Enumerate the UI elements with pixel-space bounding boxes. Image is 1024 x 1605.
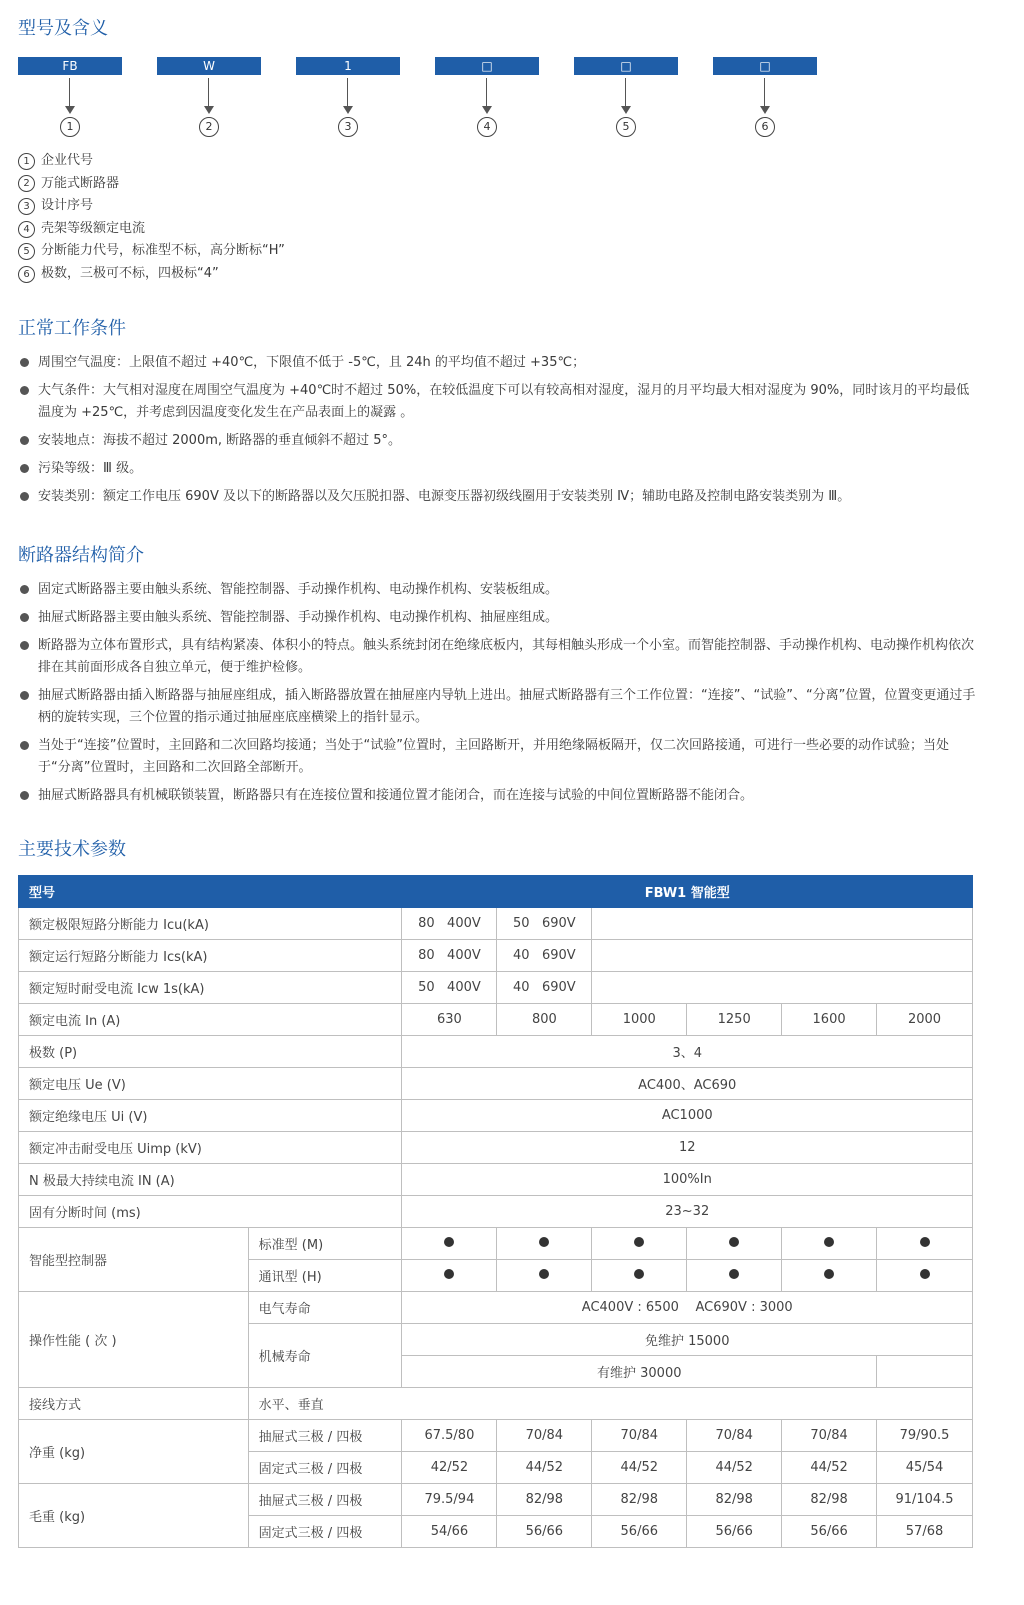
table-cell: AC400、AC690: [402, 1068, 973, 1100]
legend-text: 企业代号: [41, 153, 94, 168]
table-cell: 有维护 30000: [402, 1356, 877, 1388]
table-cell: 3、4: [402, 1036, 973, 1068]
legend-item: [18, 240, 285, 263]
table-cell: 12: [402, 1132, 973, 1164]
model-code-box: W: [157, 57, 261, 75]
table-row: [19, 1164, 973, 1196]
table-cell: 79.5/94: [402, 1484, 497, 1516]
filled-dot-icon: [824, 1269, 834, 1279]
table-cell: 44/52: [782, 1452, 877, 1484]
list-item: 固定式断路器主要由触头系统、智能控制器、手动操作机构、电动操作机构、安装板组成。: [18, 579, 978, 601]
table-cell: 42/52: [402, 1452, 497, 1484]
table-cell: [592, 1260, 687, 1292]
filled-dot-icon: [729, 1237, 739, 1247]
table-cell: 91/104.5: [877, 1484, 973, 1516]
table-cell: 82/98: [497, 1484, 592, 1516]
legend-text: 万能式断路器: [41, 175, 120, 191]
circled-number: 4: [18, 221, 35, 238]
down-arrow-icon: [621, 78, 631, 116]
row-sublabel: 抽屉式三极 / 四极: [248, 1484, 402, 1516]
table-row: [19, 1132, 973, 1164]
table-cell: 80 400V: [402, 908, 497, 940]
legend-text: 分断能力代号，标准型不标，高分断标“H”: [41, 243, 285, 259]
table-cell: 1250: [687, 1004, 782, 1036]
table-cell: 水平、垂直: [248, 1388, 972, 1420]
row-sublabel: 机械寿命: [248, 1324, 402, 1388]
table-cell: 630: [402, 1004, 497, 1036]
table-cell: 79/90.5: [877, 1420, 973, 1452]
table-header-cell: 型号: [19, 876, 402, 908]
filled-dot-icon: [634, 1237, 644, 1247]
section-title-structure: 断路器结构简介: [18, 545, 144, 566]
circled-number: 4: [477, 117, 497, 137]
table-header-cell: FBW1 智能型: [402, 876, 973, 908]
list-item: 安装类别：额定工作电压 690V 及以下的断路器以及欠压脱扣器、电源变压器初级线圈用于安装类别 Ⅳ；辅助电路及控制电路安装类别为 Ⅲ。: [18, 486, 978, 508]
table-row: [19, 972, 973, 1004]
row-sublabel: 标准型 (M): [248, 1228, 402, 1260]
table-cell: 56/66: [687, 1516, 782, 1548]
filled-dot-icon: [634, 1269, 644, 1279]
row-label: 额定极限短路分断能力 Icu(kA): [19, 908, 402, 940]
row-label: 接线方式: [19, 1388, 249, 1420]
filled-dot-icon: [920, 1269, 930, 1279]
table-row: [19, 1100, 973, 1132]
table-cell: 44/52: [497, 1452, 592, 1484]
table-cell: [497, 1228, 592, 1260]
table-cell: 56/66: [782, 1516, 877, 1548]
model-code-box: 1: [296, 57, 400, 75]
row-label: 额定电压 Ue (V): [19, 1068, 402, 1100]
model-code-box: □: [435, 57, 539, 75]
list-item: 抽屉式断路器主要由触头系统、智能控制器、手动操作机构、电动操作机构、抽屉座组成。: [18, 607, 978, 629]
model-code-box: □: [713, 57, 817, 75]
row-label: 毛重 (kg): [19, 1484, 249, 1548]
circled-number: 6: [18, 266, 35, 283]
table-cell: 44/52: [687, 1452, 782, 1484]
down-arrow-icon: [65, 78, 75, 116]
table-cell: 70/84: [497, 1420, 592, 1452]
table-cell: [592, 972, 973, 1004]
table-cell: [497, 1260, 592, 1292]
model-code-box: FB: [18, 57, 122, 75]
table-row: [19, 1420, 973, 1452]
table-row: [19, 1484, 973, 1516]
row-sublabel: 电气寿命: [248, 1292, 402, 1324]
table-cell: [402, 1228, 497, 1260]
down-arrow-icon: [343, 78, 353, 116]
circled-number: 6: [755, 117, 775, 137]
legend-text: 设计序号: [41, 198, 94, 214]
list-item: 抽屉式断路器由插入断路器与抽屉座组成，插入断路器放置在抽屉座内导轨上进出。抽屉式断路器有三个工作位置：“连接”、“试验”、“分离”位置，位置变更通过手柄的旋转实现，三个位置的指示通过抽屉座底座横梁上的指针显示。: [18, 685, 978, 729]
table-row: [19, 1292, 973, 1324]
table-row: [19, 940, 973, 972]
filled-dot-icon: [920, 1237, 930, 1247]
table-cell: 50 690V: [497, 908, 592, 940]
row-sublabel: 抽屉式三极 / 四极: [248, 1420, 402, 1452]
legend-item: [18, 263, 285, 286]
table-cell: 70/84: [687, 1420, 782, 1452]
table-cell: 57/68: [877, 1516, 973, 1548]
table-cell: 80 400V: [402, 940, 497, 972]
list-item: 安装地点：海拔不超过 2000m, 断路器的垂直倾斜不超过 5°。: [18, 430, 978, 452]
table-cell: 54/66: [402, 1516, 497, 1548]
table-cell: [782, 1228, 877, 1260]
table-cell: 1600: [782, 1004, 877, 1036]
circled-number: 1: [18, 153, 35, 170]
row-sublabel: 固定式三极 / 四极: [248, 1516, 402, 1548]
model-legend: [18, 150, 285, 286]
circled-number: 1: [60, 117, 80, 137]
tech-params-table: [18, 875, 973, 1548]
table-row: [19, 1004, 973, 1036]
table-cell: [877, 1260, 973, 1292]
down-arrow-icon: [760, 78, 770, 116]
circled-number: 5: [616, 117, 636, 137]
table-cell: 800: [497, 1004, 592, 1036]
row-label: 净重 (kg): [19, 1420, 249, 1484]
table-cell: 40 690V: [497, 940, 592, 972]
row-label: 智能型控制器: [19, 1228, 249, 1292]
legend-item: [18, 195, 285, 218]
structure-list: [18, 579, 978, 813]
filled-dot-icon: [729, 1269, 739, 1279]
table-cell: 70/84: [592, 1420, 687, 1452]
circled-number: 2: [18, 175, 35, 192]
table-row: [19, 1036, 973, 1068]
table-cell: [877, 1228, 973, 1260]
table-cell: 23~32: [402, 1196, 973, 1228]
table-cell: 67.5/80: [402, 1420, 497, 1452]
section-title-params: 主要技术参数: [18, 839, 126, 860]
list-item: 断路器为立体布置形式，具有结构紧凑、体积小的特点。触头系统封闭在绝缘底板内，其每相触头形成一个小室。而智能控制器、手动操作机构、电动操作机构依次排在其前面形成各自独立单元，便于维护检修。: [18, 635, 978, 679]
table-row: [19, 1388, 973, 1420]
table-cell: 82/98: [592, 1484, 687, 1516]
table-cell: 70/84: [782, 1420, 877, 1452]
table-row: [19, 908, 973, 940]
legend-text: 极数，三极可不标，四极标“4”: [41, 265, 219, 281]
row-label: N 极最大持续电流 IN (A): [19, 1164, 402, 1196]
model-code-box: □: [574, 57, 678, 75]
section-title-conditions: 正常工作条件: [18, 318, 126, 339]
table-cell: 50 400V: [402, 972, 497, 1004]
circled-number: 3: [18, 198, 35, 215]
table-cell: [687, 1228, 782, 1260]
down-arrow-icon: [204, 78, 214, 116]
legend-text: 壳架等级额定电流: [41, 220, 146, 236]
filled-dot-icon: [539, 1237, 549, 1247]
table-cell: 45/54: [877, 1452, 973, 1484]
table-cell: 82/98: [782, 1484, 877, 1516]
table-cell: 免维护 15000: [402, 1324, 973, 1356]
down-arrow-icon: [482, 78, 492, 116]
table-row: [19, 1196, 973, 1228]
table-cell: 56/66: [497, 1516, 592, 1548]
table-cell: 100%In: [402, 1164, 973, 1196]
filled-dot-icon: [444, 1269, 454, 1279]
legend-item: [18, 173, 285, 196]
table-cell: 44/52: [592, 1452, 687, 1484]
table-cell: [877, 1356, 973, 1388]
table-cell: [782, 1260, 877, 1292]
table-row: [19, 1068, 973, 1100]
table-cell: 82/98: [687, 1484, 782, 1516]
table-row: [19, 1228, 973, 1260]
circled-number: 5: [18, 243, 35, 260]
table-cell: [402, 1260, 497, 1292]
table-cell: 40 690V: [497, 972, 592, 1004]
row-label: 额定运行短路分断能力 Ics(kA): [19, 940, 402, 972]
list-item: 大气条件：大气相对湿度在周围空气温度为 +40℃时不超过 50%，在较低温度下可以有较高相对湿度，湿月的月平均最大相对湿度为 90%，同时该月的平均最低温度为 +25℃，并考虑到因温度变化发生在产品表面上的凝露 。: [18, 380, 978, 424]
row-label: 额定冲击耐受电压 Uimp (kV): [19, 1132, 402, 1164]
row-label: 固有分断时间 (ms): [19, 1196, 402, 1228]
filled-dot-icon: [824, 1237, 834, 1247]
filled-dot-icon: [539, 1269, 549, 1279]
table-cell: [687, 1260, 782, 1292]
row-label: 额定绝缘电压 Ui (V): [19, 1100, 402, 1132]
table-cell: AC400V : 6500 AC690V : 3000: [402, 1292, 973, 1324]
table-cell: [592, 908, 973, 940]
table-cell: [592, 940, 973, 972]
legend-item: [18, 150, 285, 173]
table-cell: 1000: [592, 1004, 687, 1036]
table-cell: [592, 1228, 687, 1260]
list-item: 周围空气温度：上限值不超过 +40℃，下限值不低于 -5℃，且 24h 的平均值不超过 +35℃；: [18, 352, 978, 374]
conditions-list: [18, 352, 978, 514]
section-title-model: 型号及含义: [18, 18, 108, 39]
row-label: 额定短时耐受电流 Icw 1s(kA): [19, 972, 402, 1004]
row-label: 操作性能 ( 次 ): [19, 1292, 249, 1388]
circled-number: 3: [338, 117, 358, 137]
row-label: 额定电流 In (A): [19, 1004, 402, 1036]
list-item: 当处于“连接”位置时，主回路和二次回路均接通；当处于“试验”位置时，主回路断开，并用绝缘隔板隔开，仅二次回路接通，可进行一些必要的动作试验；当处于“分离”位置时，主回路和二次回路全部断开。: [18, 735, 978, 779]
table-cell: 2000: [877, 1004, 973, 1036]
table-header-row: [19, 876, 973, 908]
row-sublabel: 通讯型 (H): [248, 1260, 402, 1292]
list-item: 污染等级：Ⅲ 级。: [18, 458, 978, 480]
row-sublabel: 固定式三极 / 四极: [248, 1452, 402, 1484]
table-cell: 56/66: [592, 1516, 687, 1548]
row-label: 极数 (P): [19, 1036, 402, 1068]
legend-item: [18, 218, 285, 241]
list-item: 抽屉式断路器具有机械联锁装置，断路器只有在连接位置和接通位置才能闭合，而在连接与试验的中间位置断路器不能闭合。: [18, 785, 978, 807]
table-cell: AC1000: [402, 1100, 973, 1132]
circled-number: 2: [199, 117, 219, 137]
filled-dot-icon: [444, 1237, 454, 1247]
